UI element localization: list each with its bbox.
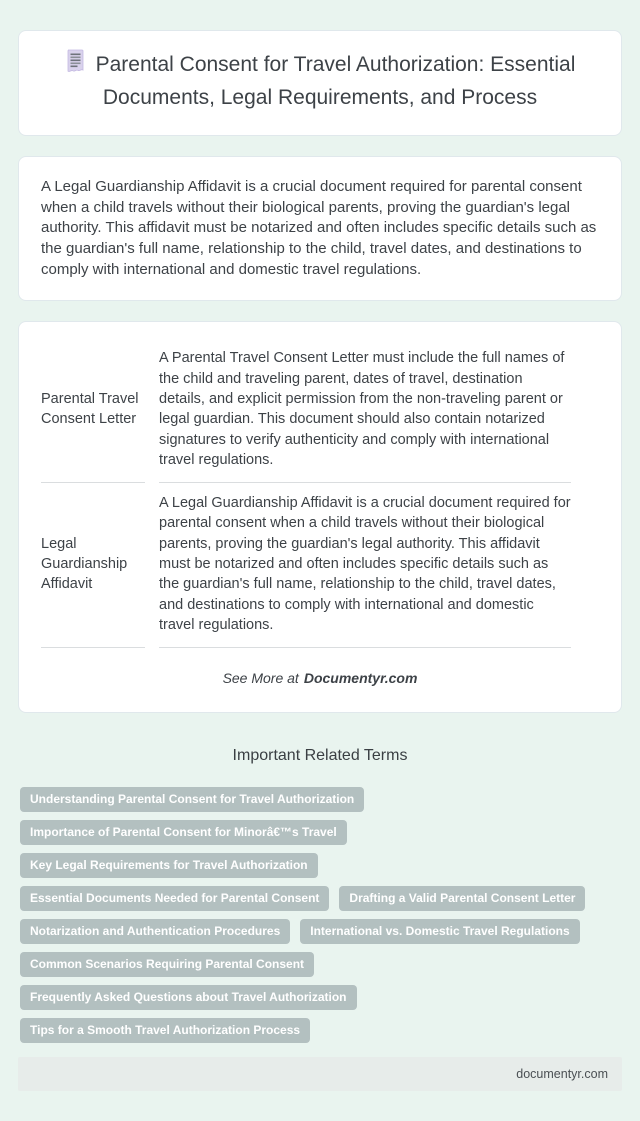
see-more-line — [41, 670, 599, 686]
term-name: Parental Travel Consent Letter — [41, 338, 145, 483]
related-terms-list — [18, 787, 622, 1043]
summary-card — [18, 156, 622, 301]
table-row — [41, 338, 571, 483]
related-term-tag[interactable]: International vs. Domestic Travel Regulations — [300, 919, 579, 944]
table-row — [41, 483, 571, 648]
related-term-tag[interactable]: Notarization and Authentication Procedures — [20, 919, 290, 944]
related-term-tag[interactable]: Frequently Asked Questions about Travel Authorization — [20, 985, 357, 1010]
related-term-tag[interactable]: Tips for a Smooth Travel Authorization Process — [20, 1018, 310, 1043]
page-title-text: Parental Consent for Travel Authorization: Essential Documents, Legal Requirements, and Process — [95, 53, 576, 109]
related-terms-heading: Important Related Terms — [232, 747, 408, 765]
footer-bar — [18, 1057, 622, 1091]
page-title — [59, 49, 581, 113]
footer-site-link[interactable]: documentyr.com — [516, 1067, 608, 1082]
related-term-tag[interactable]: Importance of Parental Consent for Minorâ€™s Travel — [20, 820, 347, 845]
term-description: A Legal Guardianship Affidavit is a crucial document required for parental consent when a child travels without their biological parents, proving the guardian's legal authority. This affidavit must be notarized and often includes specific details such as the guardian's full name, relationship to the child, travel dates, and destinations to comply with international and domestic travel regulations. — [159, 483, 571, 648]
definitions-table — [27, 338, 585, 648]
receipt-icon — [65, 49, 86, 84]
term-description: A Parental Travel Consent Letter must include the full names of the child and traveling parent, dates of travel, destination details, and explicit permission from the non-traveling parent or legal guardian. This document should also contain notarized signatures to verify authenticity and comply with international travel regulations. — [159, 338, 571, 483]
related-term-tag[interactable]: Essential Documents Needed for Parental Consent — [20, 886, 329, 911]
related-term-tag[interactable]: Drafting a Valid Parental Consent Letter — [339, 886, 585, 911]
related-term-tag[interactable]: Key Legal Requirements for Travel Authorization — [20, 853, 318, 878]
see-more-site-link[interactable]: Documentyr.com — [303, 670, 418, 687]
see-more-prefix: See More at — [222, 670, 299, 687]
summary-text: A Legal Guardianship Affidavit is a crucial document required for parental consent when a child travels without their biological parents, proving the guardian's legal authority. This affidavit must be notarized and often includes specific details such as the guardian's full name, relationship to the child, travel dates, and destinations to comply with international and domestic travel regulations. — [41, 177, 597, 278]
term-name: Legal Guardianship Affidavit — [41, 483, 145, 648]
related-term-tag[interactable]: Understanding Parental Consent for Travel Authorization — [20, 787, 364, 812]
definitions-card — [18, 321, 622, 713]
related-term-tag[interactable]: Common Scenarios Requiring Parental Consent — [20, 952, 314, 977]
title-card — [18, 30, 622, 136]
